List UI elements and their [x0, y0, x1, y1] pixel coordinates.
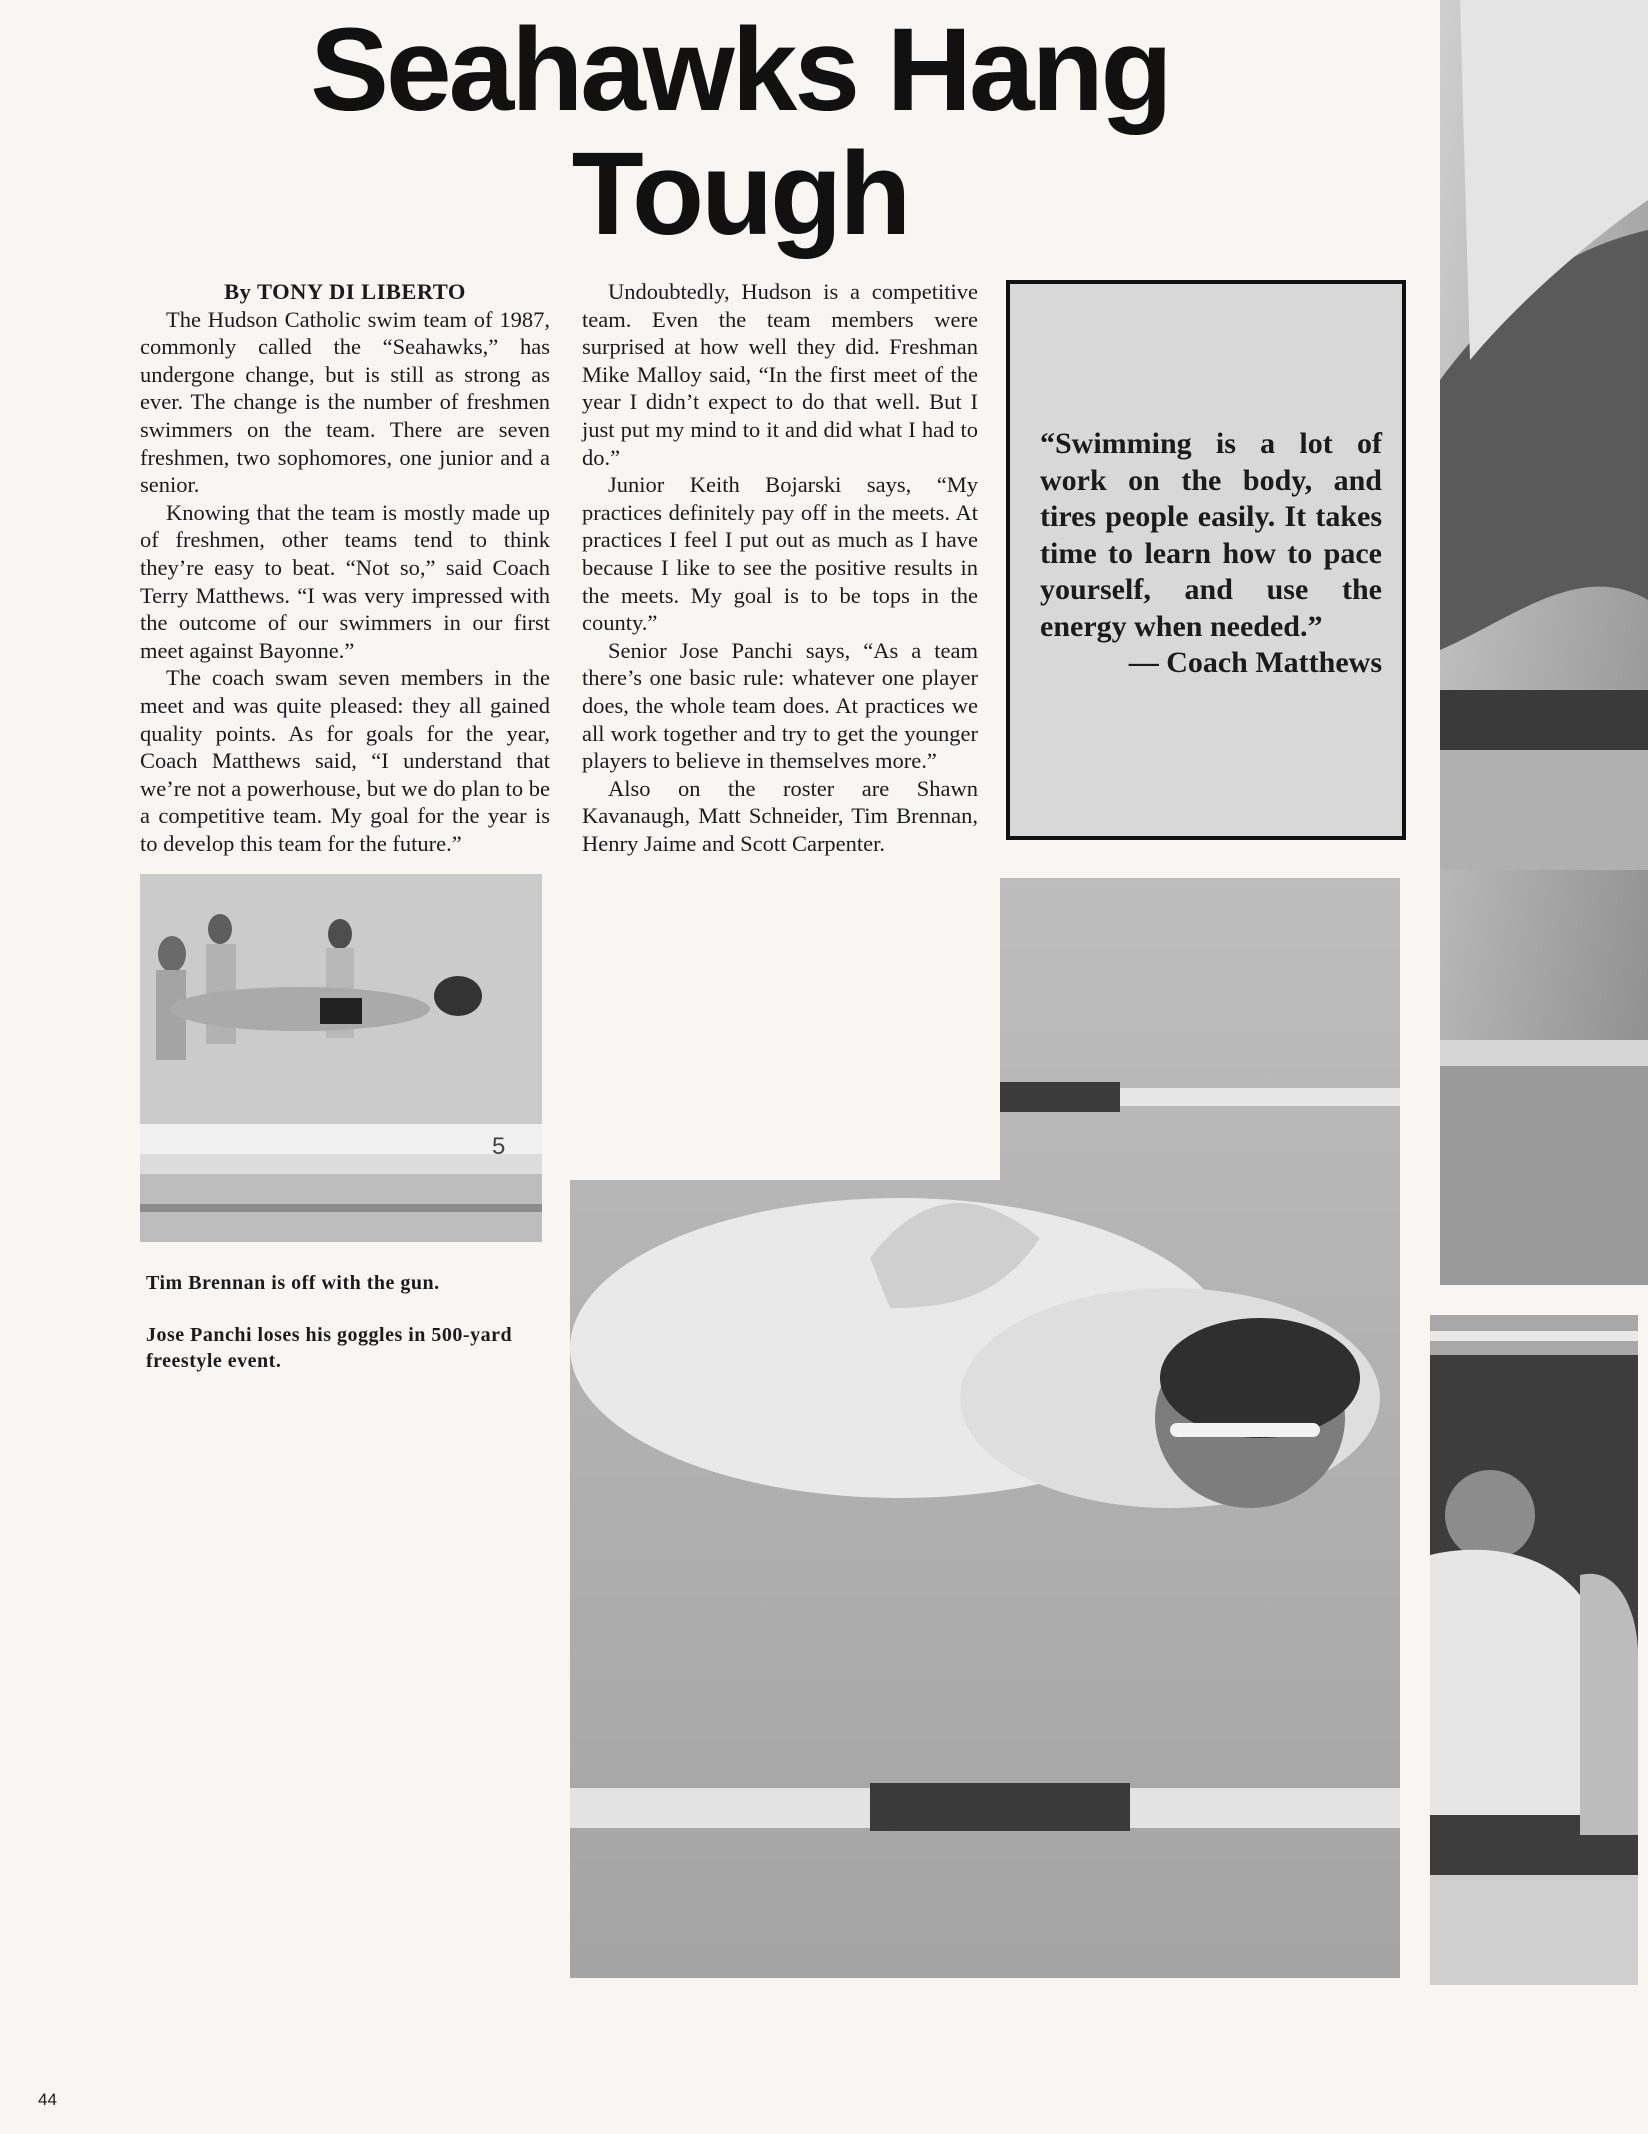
- headline-line-2: Tough: [571, 128, 909, 260]
- pull-quote-attribution: — Coach Matthews: [1128, 646, 1382, 679]
- article-paragraph: Also on the roster are Shawn Kavanaugh, Matt Schneider, Tim Brennan, Henry Jaime and Scott Carpenter.: [582, 775, 978, 856]
- pull-quote-box: [1006, 280, 1406, 840]
- article-paragraph: Knowing that the team is mostly made up of freshmen, other teams tend to think they’re easy to beat. “Not so,” said Coach Terry Matthews. “I was very impressed with the outcome of our swimmers in our first meet against Bayonne.”: [140, 499, 550, 663]
- photo-coach-poolside: [1430, 1315, 1638, 1985]
- photo-pool-edge: [1440, 0, 1648, 1285]
- article-paragraph: The coach swam seven members in the meet and was quite pleased: they all gained quality points. As for goals for the year, Coach Matthews said, “I understand that we’re not a powerhouse, but we do plan to be a competitive team. My goal for the year is to develop this team for the future.”: [140, 665, 550, 856]
- caption-dive: Tim Brennan is off with the gun.: [146, 1272, 440, 1294]
- pull-quote-text: “Swimming is a lot of work on the body, and tires people easily. It takes time to learn how to pace yourself, and use the energy when needed.”: [1040, 427, 1382, 643]
- page-number: 44: [38, 2090, 57, 2109]
- article-paragraph: Senior Jose Panchi says, “As a team there’s one basic rule: whatever one player does, the whole team does. At practices we all work together and try to get the younger players to believe in themselves more.”: [582, 637, 978, 774]
- lane-number: 5: [492, 1133, 506, 1160]
- byline: By TONY DI LIBERTO: [224, 279, 466, 304]
- headline: [240, 4, 1240, 260]
- article-paragraph: Junior Keith Bojarski says, “My practices definitely pay off in the meets. At practices I feel I put out as much as I have because I like to see the positive results in the meets. My goal is to be tops in the county.”: [582, 472, 978, 636]
- photo-dive-start: [140, 874, 542, 1242]
- article-column-1: [140, 278, 550, 857]
- headline-line-1: Seahawks Hang: [310, 4, 1170, 136]
- article-paragraph: Undoubtedly, Hudson is a competitive team. Even the team members were surprised at how well they did. Freshman Mike Malloy said, “In the first meet of the year I didn’t expect to do that well. But I just put my mind to it and did what I had to do.”: [582, 279, 978, 470]
- text-wrap-area: [570, 870, 1000, 1180]
- article-column-2: [582, 278, 978, 857]
- caption-swimmer: Jose Panchi loses his goggles in 500-yard freestyle event.: [146, 1324, 513, 1372]
- article-paragraph: The Hudson Catholic swim team of 1987, commonly called the “Seahawks,” has undergone change, but is still as strong as ever. The change is the number of freshmen swimmers on the team. There are seven freshmen, two sophomores, one junior and a senior.: [140, 306, 550, 498]
